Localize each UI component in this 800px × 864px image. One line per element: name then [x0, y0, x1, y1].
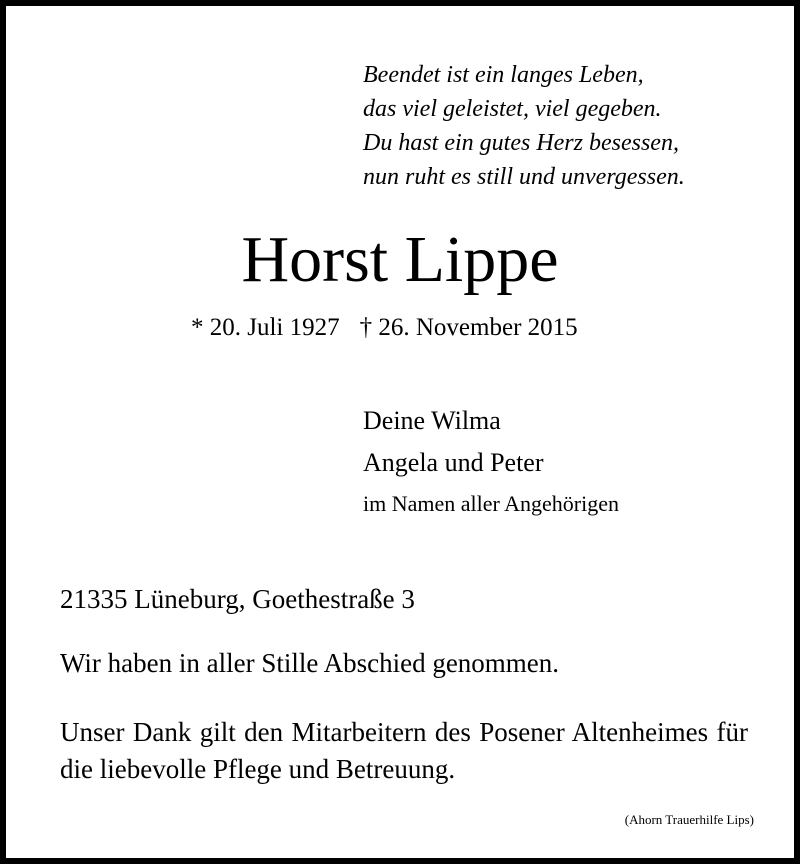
deceased-name: Horst Lippe	[241, 223, 559, 296]
memorial-poem	[363, 58, 685, 194]
mourner-family-note: im Namen aller Angehörigen	[363, 491, 619, 516]
family-address: 21335 Lüneburg, Goethestraße 3	[60, 584, 415, 614]
life-dates	[191, 312, 578, 344]
farewell-note: Wir haben in aller Stille Abschied genommen.	[60, 648, 560, 678]
mourner-line: Deine Wilma	[363, 406, 501, 435]
mourners-signature	[363, 400, 619, 522]
mourner-line: Angela und Peter	[363, 448, 544, 477]
birth-date: * 20. Juli 1927	[191, 314, 340, 341]
poem-line: Beendet ist ein langes Leben,	[363, 62, 644, 88]
poem-line: nun ruht es still und unvergessen.	[363, 164, 685, 190]
poem-line: das viel geleistet, viel gegeben.	[363, 96, 662, 122]
funeral-home-credit: (Ahorn Trauerhilfe Lips)	[624, 812, 754, 827]
poem-line: Du hast ein gutes Herz besessen,	[363, 130, 679, 156]
death-date: † 26. November 2015	[359, 314, 578, 341]
thanks-paragraph: Unser Dank gilt den Mitarbeitern des Posener Altenheimes für die liebevolle Pflege und Betreuung.	[60, 717, 748, 784]
